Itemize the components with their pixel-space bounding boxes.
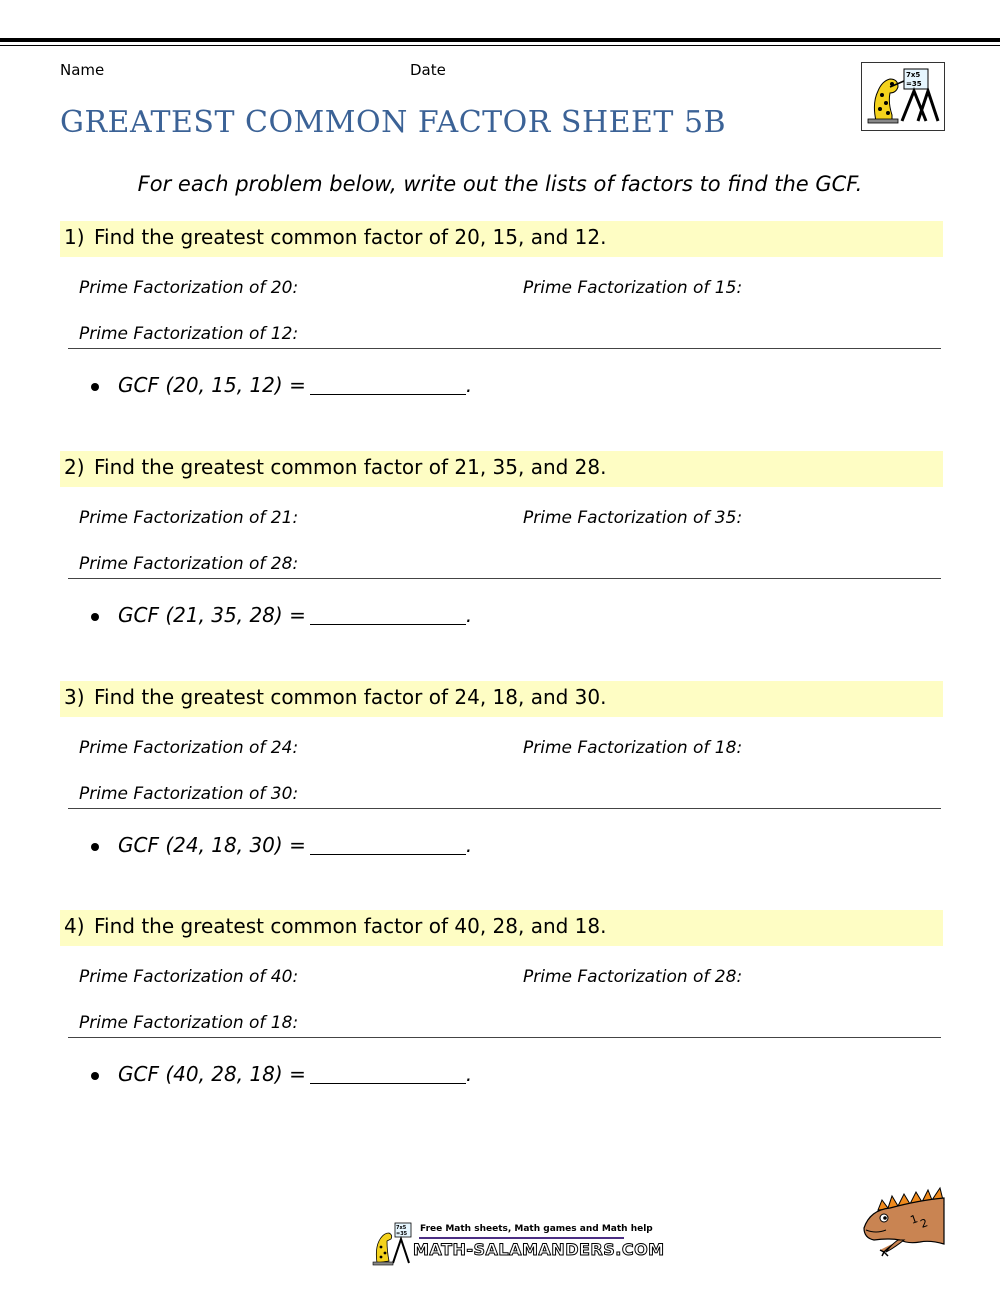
- prime-factorization-label-c: Prime Factorization of 18:: [79, 1013, 299, 1033]
- name-label: Name: [60, 61, 105, 79]
- gcf-prompt: GCF (40, 28, 18) = .: [118, 1062, 473, 1086]
- answer-blank[interactable]: [310, 1063, 466, 1084]
- svg-text:7x5: 7x5: [906, 71, 921, 79]
- question-text: Find the greatest common factor of 40, 28, and 18.: [94, 914, 607, 938]
- svg-text:1: 1: [908, 1212, 920, 1227]
- footer-tagline: Free Math sheets, Math games and Math help: [420, 1224, 653, 1234]
- prime-factorization-label-c: Prime Factorization of 12:: [79, 324, 299, 344]
- svg-text:=35: =35: [906, 80, 922, 88]
- gcf-prompt: GCF (20, 15, 12) = .: [118, 373, 473, 397]
- instructions: For each problem below, write out the lists of factors to find the GCF.: [137, 172, 863, 196]
- top-rule-thin: [0, 45, 1000, 46]
- page-title: GREATEST COMMON FACTOR SHEET 5B: [60, 105, 727, 140]
- prime-factorization-label-b: Prime Factorization of 35:: [523, 508, 743, 528]
- prime-factorization-label-b: Prime Factorization of 18:: [523, 738, 743, 758]
- prime-factorization-label-a: Prime Factorization of 40:: [79, 967, 299, 987]
- bullet-icon: [91, 843, 99, 851]
- gcf-prompt: GCF (21, 35, 28) = .: [118, 603, 473, 627]
- answer-divider: [68, 1037, 941, 1038]
- footer-site-name: MATH-SALAMANDERS.COM: [413, 1240, 665, 1259]
- gcf-label: GCF (40, 28, 18) =: [118, 1062, 306, 1086]
- prime-factorization-label-a: Prime Factorization of 24:: [79, 738, 299, 758]
- date-label: Date: [410, 61, 446, 79]
- footer-underline: [419, 1237, 624, 1239]
- question-number: 3): [64, 685, 85, 709]
- answer-blank[interactable]: [310, 604, 466, 625]
- answer-divider: [68, 808, 941, 809]
- prime-factorization-label-c: Prime Factorization of 30:: [79, 784, 299, 804]
- answer-blank[interactable]: [310, 374, 466, 395]
- bullet-icon: [91, 613, 99, 621]
- prime-factorization-label-c: Prime Factorization of 28:: [79, 554, 299, 574]
- lizard-mascot-icon: [860, 1180, 948, 1260]
- answer-blank[interactable]: [310, 834, 466, 855]
- gcf-label: GCF (21, 35, 28) =: [118, 603, 306, 627]
- salamander-teacher-logo-icon: [861, 62, 945, 131]
- gcf-label: GCF (20, 15, 12) =: [118, 373, 306, 397]
- gcf-prompt: GCF (24, 18, 30) = .: [118, 833, 473, 857]
- problem-1: [60, 221, 943, 421]
- footer-logo[interactable]: [371, 1221, 665, 1267]
- prime-factorization-label-b: Prime Factorization of 28:: [523, 967, 743, 987]
- gcf-label: GCF (24, 18, 30) =: [118, 833, 306, 857]
- question-number: 1): [64, 225, 85, 249]
- svg-text:2: 2: [918, 1216, 930, 1231]
- bullet-icon: [91, 383, 99, 391]
- problem-2: [60, 451, 943, 651]
- answer-divider: [68, 348, 941, 349]
- svg-text:7x5: 7x5: [396, 1225, 407, 1231]
- question-text: Find the greatest common factor of 24, 18, and 30.: [94, 685, 607, 709]
- top-rule-thick: [0, 38, 1000, 42]
- prime-factorization-label-a: Prime Factorization of 21:: [79, 508, 299, 528]
- problem-4: [60, 910, 943, 1110]
- svg-text:=35: =35: [396, 1231, 408, 1237]
- question-number: 4): [64, 914, 85, 938]
- answer-divider: [68, 578, 941, 579]
- salamander-teacher-small-icon: [371, 1221, 415, 1267]
- bullet-icon: [91, 1072, 99, 1080]
- question-text: Find the greatest common factor of 20, 15, and 12.: [94, 225, 607, 249]
- question-text: Find the greatest common factor of 21, 35, and 28.: [94, 455, 607, 479]
- prime-factorization-label-a: Prime Factorization of 20:: [79, 278, 299, 298]
- question-number: 2): [64, 455, 85, 479]
- prime-factorization-label-b: Prime Factorization of 15:: [523, 278, 743, 298]
- problem-3: [60, 681, 943, 881]
